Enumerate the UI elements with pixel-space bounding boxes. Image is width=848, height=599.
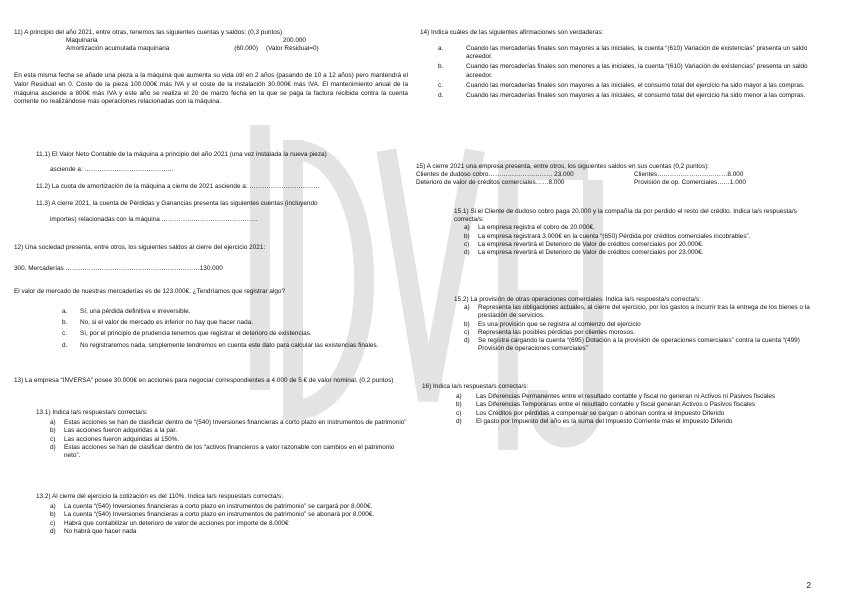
question-11-1: [14, 151, 408, 159]
option-text: La cuenta “(540) Inversiones financieras a corto plazo en instrumentos de patrimonio” se abonará por 8.000€.: [64, 511, 375, 519]
question-13-1-options: [36, 419, 408, 460]
option-letter: b): [50, 427, 56, 435]
option-text: Se registra cargando la cuenta “(695) Dotación a la provisión de operaciones comerciales” contra la cuenta “(499) Provisión de operaciones comerciales”: [478, 337, 800, 353]
option-b: [50, 511, 408, 519]
option-text: La empresa revertirá el Deterioro de Valor de créditos comerciales por 23.000€.: [478, 249, 704, 257]
option-c: [464, 241, 820, 249]
option-a: [464, 304, 820, 320]
option-text: Cuando las mercaderías finales son mayores a las iniciales, la cuenta “(610) Variación de existencias” presenta un saldo acreedor.: [466, 45, 808, 61]
option-letter: c.: [62, 330, 67, 338]
option-d: [50, 444, 408, 460]
option-d: [464, 337, 820, 353]
option-d: [62, 342, 408, 350]
question-11-title: 11) A principio del año 2021, entre otras, tenemos las siguientes cuentas y saldos: (0,3 puntos): [14, 29, 283, 36]
question-14-title: 14) Indica cuáles de las siguientes afirmaciones son verdaderas:: [420, 29, 604, 36]
option-b: [50, 427, 408, 435]
option-d: [464, 249, 820, 257]
option-letter: a.: [62, 308, 68, 315]
option-text: La empresa registra el cobro de 20.000€.: [478, 224, 595, 232]
option-d: [456, 418, 820, 426]
question-16: [420, 383, 820, 426]
option-c: [50, 436, 408, 444]
option-text: Las acciones fueron adquiridas al 150%.: [64, 435, 180, 443]
option-text: Estas acciones se han de clasificar dentro de los “activos financieros a valor razonable con cambios en el patrimonio neto”.: [64, 443, 395, 460]
question-15: [416, 163, 820, 188]
option-text: Estas acciones se han de clasificar dentro de “(540) Inversiones financieras a corto plazo en instrumentos de patrimonio”: [64, 419, 407, 427]
option-c: [50, 520, 408, 528]
option-c: [464, 329, 820, 337]
option-letter: b): [456, 401, 462, 409]
option-text: No habrá que hacer nada: [64, 527, 137, 535]
option-text: Los Créditos por pérdidas a compensar se cargan o abonan contra el Impuesto Diferido: [476, 409, 725, 417]
question-13-1-title: 13.1) Indica la/s respuesta/s correcta/s:: [36, 409, 148, 416]
question-12-prompt: El valor de mercado de nuestras mercaderías es de 123.000€. ¿Tendríamos que registrar algo?: [14, 288, 286, 295]
option-b: [456, 401, 820, 409]
option-letter: b.: [438, 63, 444, 71]
option-letter: c.: [438, 81, 443, 89]
balance-item: Clientes de dudoso cobro………………………… 23.000: [416, 171, 574, 179]
option-text: La empresa revertirá el Deterioro de Valor de créditos comerciales por 20.000€.: [478, 240, 704, 248]
account-amount: (60.000): [234, 45, 258, 53]
question-11-3-answer: importes) relacionadas con la máquina ………………………………………: [50, 216, 258, 223]
option-letter: b.: [62, 319, 68, 327]
option-d: [438, 92, 820, 100]
question-13-2-options: [36, 503, 408, 536]
option-b: [62, 319, 408, 327]
option-a: [62, 308, 408, 316]
watermark-stroke-3: [388, 160, 473, 400]
question-11-1-answer: asciende a: ……………………………………: [50, 166, 174, 173]
option-letter: a.: [438, 45, 444, 52]
option-text: No registraremos nada, simplemente tendremos en cuenta este dato para calcular las existencias finales.: [80, 341, 379, 349]
option-letter: d): [464, 337, 470, 345]
option-text: Las Diferencias Permanentes entre el resultado contable y fiscal no generan ni Activos ni Pasivos fiscales: [476, 393, 776, 401]
option-c: [62, 330, 408, 338]
option-letter: d.: [438, 92, 444, 100]
balance-item: Clientes……………………………8.000: [634, 171, 744, 179]
option-letter: d): [50, 527, 56, 535]
option-letter: a): [456, 393, 462, 401]
question-15-1-title: 15.1) Si el Cliente de dudoso cobro paga 20.000 y la compañía da por perdido el resto del crédito. Indica la/s respuesta/s correcta/s:: [454, 208, 797, 224]
option-a: [438, 45, 820, 61]
option-b: [464, 233, 820, 241]
question-13-1: [14, 409, 408, 460]
option-letter: b): [464, 232, 470, 240]
option-a: [50, 503, 408, 511]
question-15-title: 15) A cierre 2021 una empresa presenta, entre otros, los siguientes saldos en sus cuentas (0,2 puntos):: [416, 163, 710, 170]
option-text: Habrá que contabilizar un deterioro de valor de acciones por importe de 8.000€: [64, 519, 289, 527]
option-d: [50, 528, 408, 536]
option-letter: d): [456, 417, 462, 425]
question-15-1-options: [454, 224, 820, 257]
option-letter: c): [50, 519, 56, 527]
account-amount: 200.000: [282, 37, 306, 45]
question-11-statement: En esta misma fecha se añade una pieza a la máquina que aumenta su vida útil en 2 años (pasando de 10 a 12 años) pero mantendrá el Valor Residual en 0. Coste de la pieza 100.000€ más IVA y el coste de la instalación 30.000€ más IVA. El mantenimiento anual de la máquina asciende a 800€ más IVA y este año se realiza el 20 de marzo fecha en la que se paga la factura recibida contra la cuenta corriente no realizándose más operaciones relacionadas con la máquina.: [14, 72, 408, 106]
option-letter: b): [464, 320, 470, 328]
option-c: [438, 82, 820, 90]
option-a: [456, 393, 820, 401]
option-c: [456, 410, 820, 418]
question-15-2-options: [454, 304, 820, 353]
question-16-options: [422, 393, 820, 426]
question-12-options: [14, 308, 408, 350]
option-text: Representa las obligaciones actuales, al cierre del ejercicio, por los gastos a incurrir tras la entrega de los bienes o la prestación de servicios.: [478, 304, 810, 320]
option-letter: c): [50, 435, 56, 443]
option-text: Las acciones fueron adquiridas a la par.: [64, 427, 177, 435]
option-letter: d): [50, 443, 56, 451]
question-13-2-title: 13.2) Al cierre del ejercicio la cotización es del 110%. Indica la/s respuesta/s correcta/s:: [36, 493, 284, 500]
option-letter: b): [50, 511, 56, 519]
account-row: [14, 37, 408, 45]
question-11-3: [14, 200, 408, 208]
question-15-2-title: 15.2) La provisión de otras operaciones comerciales. Indica la/s respuesta/s correcta/s:: [454, 296, 701, 303]
account-note: (Valor Residual=0): [266, 45, 319, 53]
option-letter: a): [464, 224, 470, 232]
option-text: Sí, una pérdida definitiva e irreversible.: [80, 308, 191, 315]
option-text: No, si el valor de mercado es inferior no hay que hacer nada.: [80, 319, 253, 327]
option-b: [438, 63, 820, 79]
balance-item: Provisión de op. Comerciales……1.000: [634, 179, 746, 187]
option-letter: a): [464, 304, 470, 312]
question-11-3-text: 11.3) A cierre 2021, la cuenta de Pérdidas y Ganancias presenta las siguientes cuentas (incluyendo: [36, 200, 318, 207]
question-12-title: 12) Una sociedad presenta, entre otros, los siguientes saldos al cierre del ejercicio 2021:: [14, 244, 266, 251]
question-12-account: 300. Mercaderías ………………………………………………………130.000: [14, 265, 223, 272]
option-text: Sí, por el principio de prudencia tenemos que registrar el deterioro de existencias.: [80, 330, 312, 338]
option-letter: a): [50, 503, 56, 511]
page-number: 2: [806, 581, 811, 590]
question-11-2: 11.2) La cuota de amortización de la máquina a cierre de 2021 asciende a: ……………………………: [36, 183, 320, 190]
question-11: [14, 29, 408, 54]
option-letter: c): [456, 409, 462, 417]
option-letter: c): [464, 240, 470, 248]
option-letter: a): [50, 419, 56, 427]
option-text: El gasto por Impuesto del año es la suma del Impuesto Corriente más el Impuesto Diferido: [476, 417, 733, 425]
question-14-options: [420, 45, 820, 100]
option-text: Cuando las mercaderías finales son mayores a las iniciales, el consumo total del ejercicio ha sido menor a las compras.: [466, 92, 806, 100]
balance-item: Deterioro de valor de créditos comerciales……8.000: [416, 179, 565, 187]
option-text: La empresa registrará 3.000€ en la cuenta “(650) Pérdida por créditos comerciales incobrables”.: [478, 232, 751, 240]
option-a: [464, 224, 820, 232]
option-letter: d.: [62, 341, 68, 349]
account-row: [14, 45, 408, 53]
option-text: La cuenta “(540) Inversiones financieras a corto plazo en instrumentos de patrimonio” se cargará por 8.000€.: [64, 503, 373, 511]
balance-row: [416, 171, 820, 179]
question-15-2: [420, 296, 820, 353]
question-15-1: [420, 208, 820, 257]
account-name: Amortización acumulada maquinaria: [66, 45, 170, 53]
option-text: Representa las posibles pérdidas por clientes morosos.: [478, 328, 636, 336]
option-text: Cuando las mercaderías finales son mayores a las iniciales, el consumo total del ejercicio ha sido mayor a las compras.: [466, 81, 805, 89]
question-16-title: 16) Indica la/s respuesta/s correcta/s:: [422, 383, 529, 390]
option-a: [50, 419, 408, 427]
question-13-2: [14, 493, 408, 536]
option-text: Las Diferencias Temporarias entre el resultado contable y fiscal generan Activos o Pasivos fiscales: [476, 401, 756, 409]
balance-row: [416, 179, 820, 187]
option-letter: c): [464, 328, 470, 336]
option-text: Cuando las mercaderías finales son menores a las iniciales, la cuenta “(610) Variación de existencias” presenta un saldo acreedor.: [466, 63, 808, 79]
question-13-title: 13) La empresa “INVERSA” posee 30.000€ en acciones para negociar correspondientes a 4.000 de 5 € de valor nominal. (0,2 puntos): [14, 377, 394, 384]
option-text: Es una provisión que se registra al comienzo del ejercicio: [478, 320, 641, 328]
question-11-1-text: 11.1) El Valor Neto Contable de la máquina a principio del año 2021 (una vez instalada la nueva pieza): [36, 151, 327, 158]
option-b: [464, 321, 820, 329]
option-letter: d): [464, 249, 470, 257]
account-name: Maquinaria: [66, 37, 98, 45]
